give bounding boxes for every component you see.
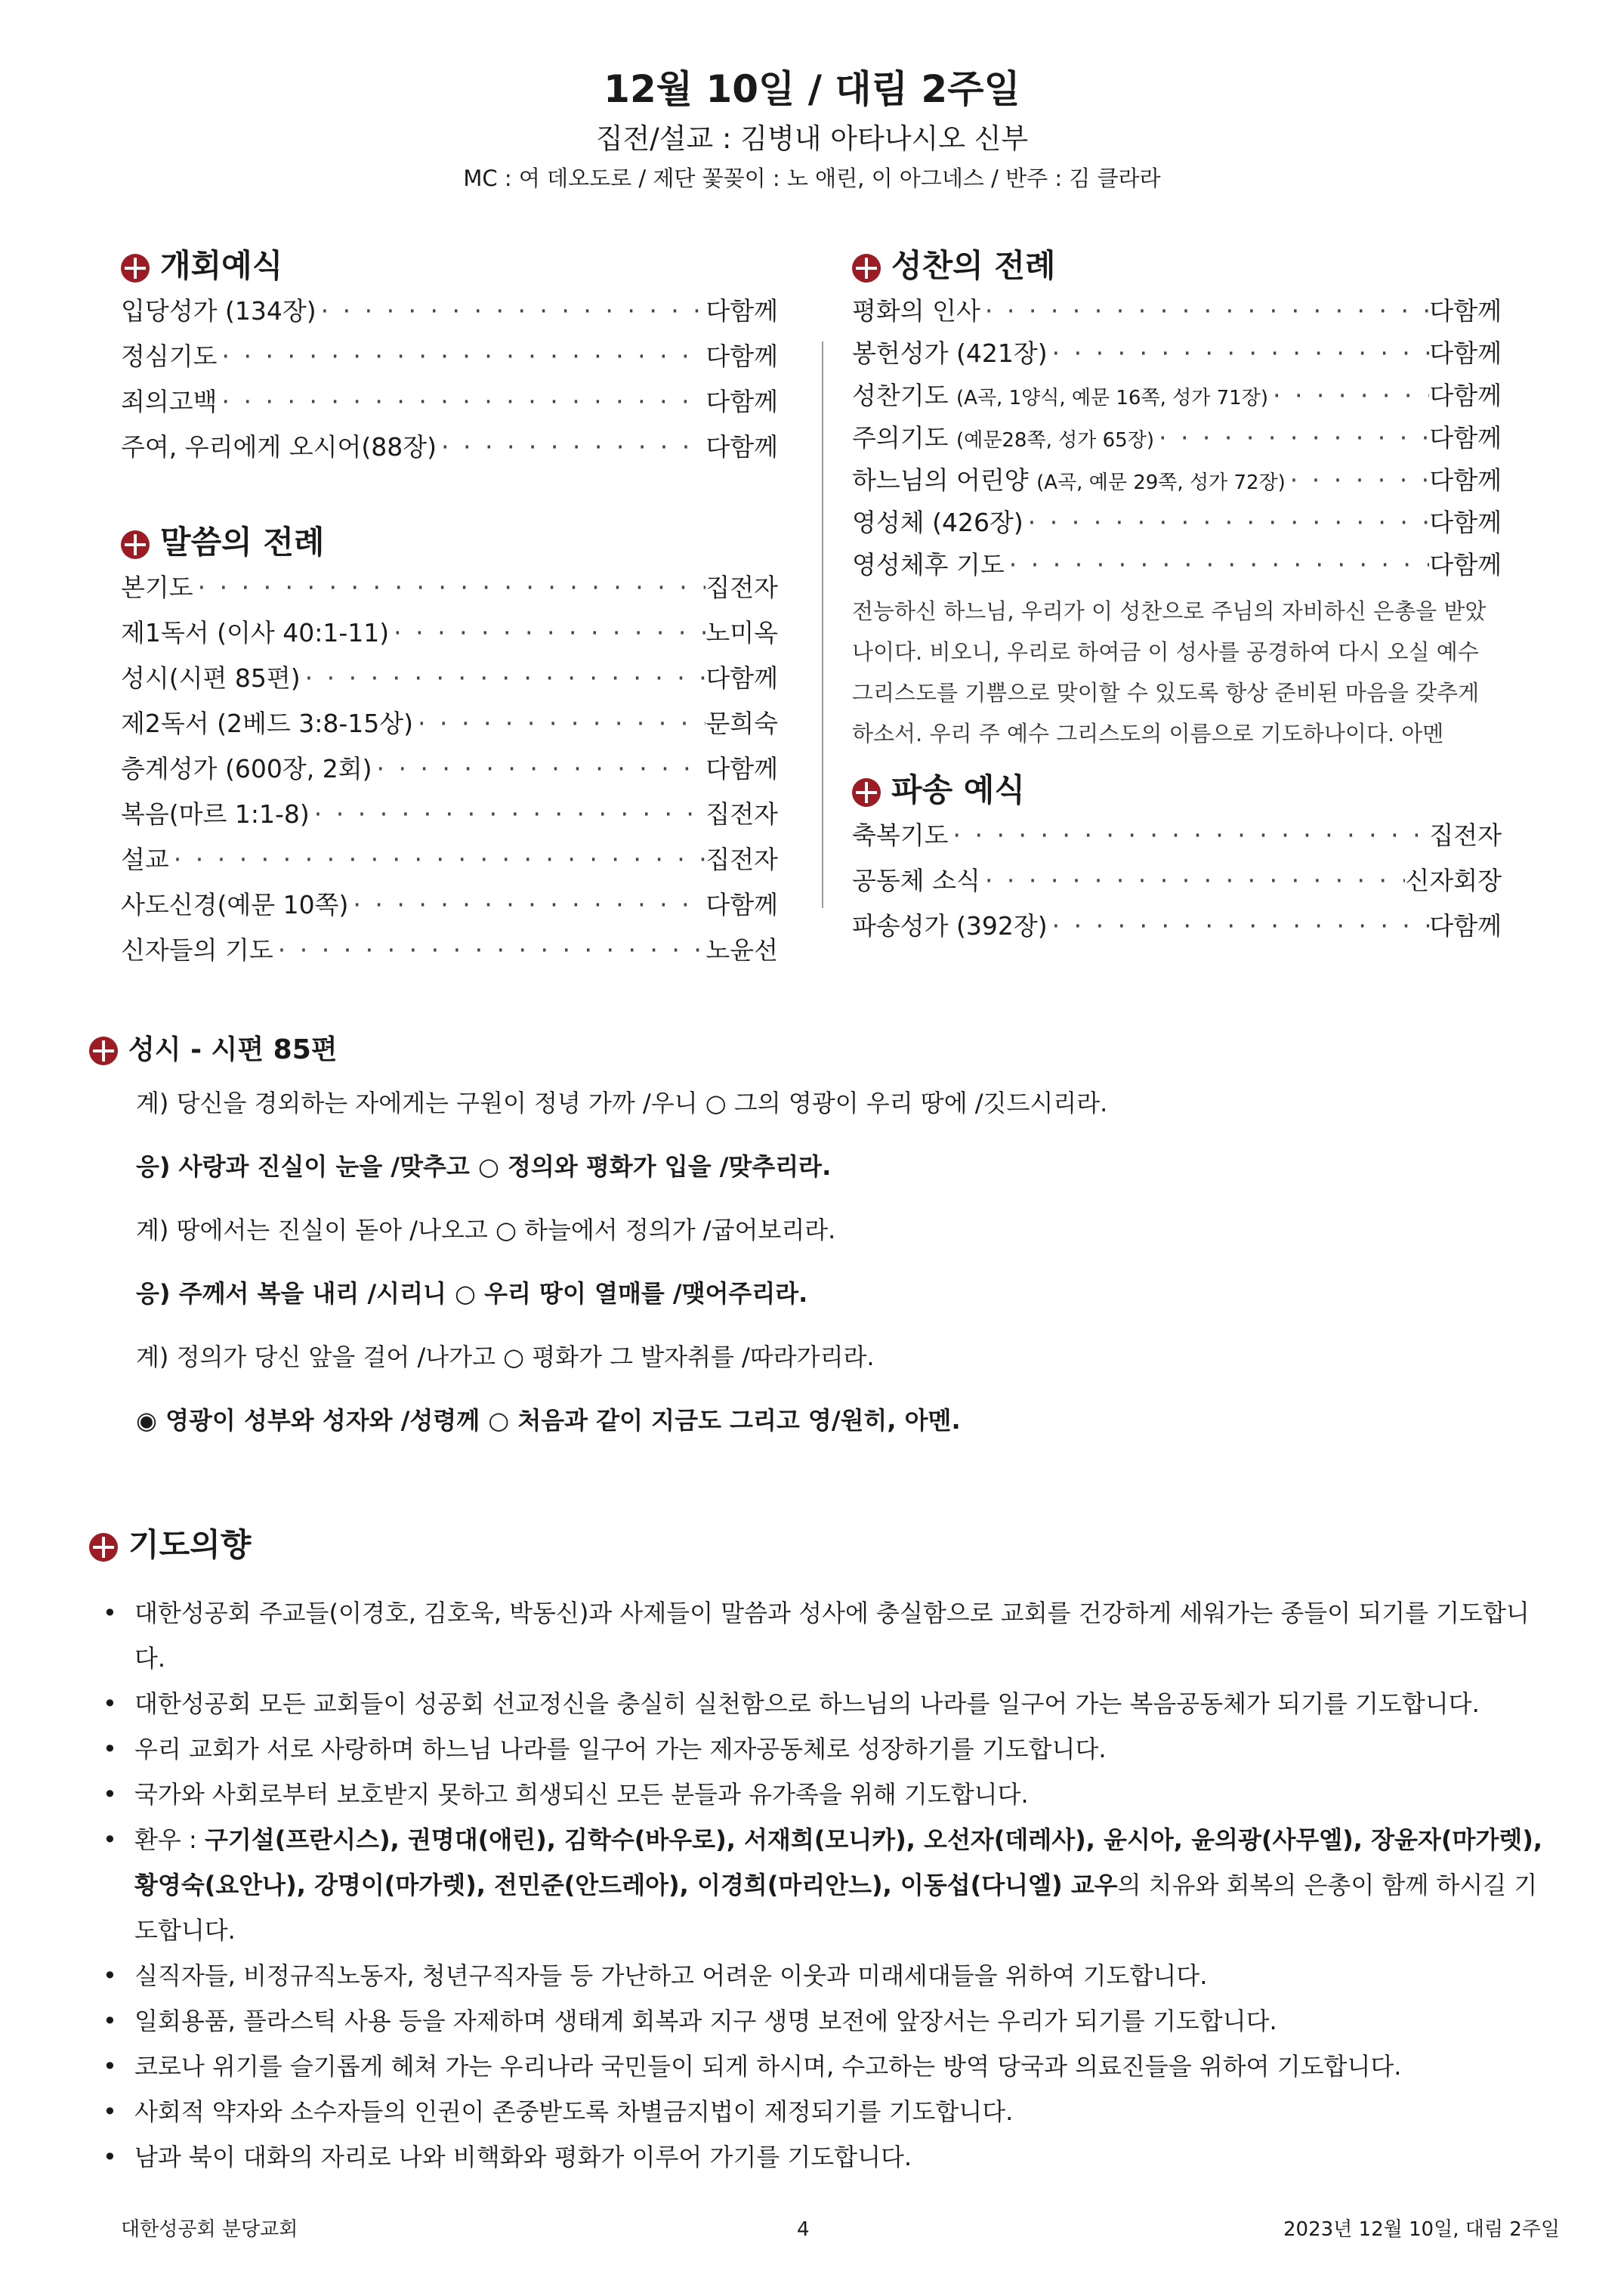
- psalm-response: 응) 사랑과 진실이 눈을 /맞추고 ○ 정의와 평화가 입을 /맞추리라.: [136, 1152, 832, 1181]
- order-row: 신자들의 기도 · · · 노윤선: [121, 928, 778, 973]
- order-row: 정심기도 · · · 다함께: [121, 334, 778, 379]
- list-item: • 사회적 약자와 소수자들의 인권이 존중받도록 차별금지법이 제정되기를 기도합니다.: [89, 2089, 1547, 2134]
- post-communion-prayer: 전능하신 하느님, 우리가 이 성찬으로 주님의 자비하신 은총을 받았나이다. 비오니, 우리로 하여금 이 성사를 공경하여 다시 오실 예수 그리스도를 기쁨으로 맞이할 수 있도록 항상 준비된 마음을 갖추게 하소서. 우리 주 예수 그리스도의 이름으로 기도하나이다. 아멘: [852, 598, 1487, 746]
- intentions-list: [89, 1590, 1547, 2180]
- order-row: 입당성가 (134장) · · · 다함께: [121, 289, 778, 334]
- psalm-verse: 계) 정의가 당신 앞을 걸어 /나가고 ○ 평화가 그 발자취를 /따라가리라.: [136, 1343, 875, 1371]
- cross-icon: [852, 254, 881, 283]
- cross-icon: [121, 530, 150, 559]
- patient-names: 구기설(프란시스), 권명대(애린), 김학수(바우로), 서재희(모니카), 오선자(데레사), 윤시아, 윤의광(사무엘), 장윤자(마가렛), 황영숙(요안나), 강명이(마가렛), 전민준(안드레아), 이경희(마리안느), 이동섭(다니엘) 교우: [134, 1825, 1542, 1899]
- order-row: 죄의고백 · · · 다함께: [121, 379, 778, 425]
- order-row: 축복기도 · · · 집전자: [852, 813, 1502, 858]
- order-row: 주여, 우리에게 오시어(88장) · · · 다함께: [121, 425, 778, 470]
- order-row: 본기도 · · · 집전자: [121, 565, 778, 610]
- psalm-verse: 계) 땅에서는 진실이 돋아 /나오고 ○ 하늘에서 정의가 /굽어보리라.: [136, 1216, 836, 1244]
- order-row: 제1독서 (이사 40:1-11) · · · 노미옥: [121, 610, 778, 656]
- section-title-dismissal: 파송 예식: [852, 768, 1502, 813]
- section-title-eucharist: 성찬의 전례: [852, 243, 1502, 289]
- right-column: [852, 243, 1502, 949]
- list-item-patients: • 환우 : 구기설(프란시스), 권명대(애린), 김학수(바우로), 서재희(모니카), 오선자(데레사), 윤시아, 윤의광(사무엘), 장윤자(마가렛), 황영숙(요안나), 강명이(마가렛), 전민준(안드레아), 이경희(마리안느), 이동섭(다니엘) 교우의 치유와 회복의 은총이 함께 하시길 기도합니다.: [89, 1817, 1547, 1953]
- order-row: 봉헌성가 (421장) · · · 다함께: [852, 331, 1502, 373]
- column-divider: [822, 341, 823, 908]
- list-item: • 코로나 위기를 슬기롭게 헤쳐 가는 우리나라 국민들이 되게 하시며, 수고하는 방역 당국과 의료진들을 위하여 기도합니다.: [89, 2044, 1547, 2089]
- order-row: 성찬기도 (A곡, 1양식, 예문 16쪽, 성가 71장) · · · 다함께: [852, 373, 1502, 416]
- list-item: • 실직자들, 비정규직노동자, 청년구직자들 등 가난하고 어려운 이웃과 미래세대들을 위하여 기도합니다.: [89, 1953, 1547, 1998]
- order-row: 파송성가 (392장) · · · 다함께: [852, 904, 1502, 949]
- cross-icon: [89, 1533, 118, 1562]
- list-item: • 남과 북이 대화의 자리로 나와 비핵화와 평화가 이루어 가기를 기도합니다.: [89, 2134, 1547, 2180]
- order-row: 설교 · · · 집전자: [121, 837, 778, 882]
- order-row: 사도신경(예문 10쪽) · · · 다함께: [121, 882, 778, 928]
- cross-icon: [89, 1037, 118, 1065]
- list-item: • 대한성공회 주교들(이경호, 김호욱, 박동신)과 사제들이 말씀과 성사에 충실함으로 교회를 건강하게 세워가는 종들이 되기를 기도합니다.: [89, 1590, 1547, 1681]
- left-column: [121, 243, 778, 973]
- order-row: 제2독서 (2베드 3:8-15상) · · · 문희숙: [121, 701, 778, 746]
- order-row: 주의기도 (예문28쪽, 성가 65장) · · · 다함께: [852, 416, 1502, 458]
- cross-icon: [121, 254, 150, 283]
- order-row: 평화의 인사 · · · 다함께: [852, 289, 1502, 331]
- intentions-section: [89, 1522, 1547, 2180]
- order-row: 하느님의 어린양 (A곡, 예문 29쪽, 성가 72장) · · · 다함께: [852, 458, 1502, 500]
- footer-page-number: 4: [797, 2218, 810, 2241]
- psalm-verse: 계) 당신을 경외하는 자에게는 구원이 정녕 가까 /우니 ○ 그의 영광이 우리 땅에 /깃드시리라.: [136, 1089, 1108, 1117]
- order-row: 복음(마르 1:1-8) · · · 집전자: [121, 792, 778, 837]
- bulletin-header: [0, 66, 1624, 192]
- credits-line: MC : 여 데오도로 / 제단 꽃꽂이 : 노 애린, 이 아그네스 / 반주 : 김 클라라: [463, 165, 1161, 191]
- list-item: • 국가와 사회로부터 보호받지 못하고 희생되신 모든 분들과 유가족을 위해 기도합니다.: [89, 1772, 1547, 1817]
- order-row: 층계성가 (600장, 2회) · · · 다함께: [121, 746, 778, 792]
- cross-icon: [852, 778, 881, 807]
- page-title: 12월 10일 / 대림 2주일: [604, 67, 1020, 111]
- section-title-opening: 개회예식: [121, 243, 778, 289]
- footer-date: 2023년 12월 10일, 대림 2주일: [1283, 2218, 1560, 2241]
- psalm-response: 응) 주께서 복을 내리 /시리니 ○ 우리 땅이 열매를 /맺어주리라.: [136, 1279, 808, 1308]
- psalm-section: [89, 1028, 1547, 1454]
- list-item: • 우리 교회가 서로 사랑하며 하느님 나라를 일구어 가는 제자공동체로 성장하기를 기도합니다.: [89, 1726, 1547, 1772]
- order-row: 공동체 소식 · · · 신자회장: [852, 858, 1502, 904]
- section-title-psalm: 성시 - 시편 85편: [89, 1028, 1547, 1073]
- footer-church: 대한성공회 분당교회: [121, 2218, 298, 2241]
- list-item: • 일회용품, 플라스틱 사용 등을 자제하며 생태계 회복과 지구 생명 보전에 앞장서는 우리가 되기를 기도합니다.: [89, 1998, 1547, 2044]
- order-row: 영성체후 기도 · · · 다함께: [852, 542, 1502, 585]
- celebrant-line: 집전/설교 : 김병내 아타나시오 신부: [595, 122, 1029, 155]
- order-row: 영성체 (426장) · · · 다함께: [852, 500, 1502, 542]
- section-title-word: 말씀의 전례: [121, 520, 778, 565]
- psalm-doxology: ◉ 영광이 성부와 성자와 /성령께 ○ 처음과 같이 지금도 그리고 영/원히, 아멘.: [136, 1406, 961, 1435]
- section-title-intentions: 기도의향: [89, 1522, 1547, 1568]
- list-item: • 대한성공회 모든 교회들이 성공회 선교정신을 충실히 실천함으로 하느님의 나라를 일구어 가는 복음공동체가 되기를 기도합니다.: [89, 1681, 1547, 1726]
- order-row: 성시(시편 85편) · · · 다함께: [121, 656, 778, 701]
